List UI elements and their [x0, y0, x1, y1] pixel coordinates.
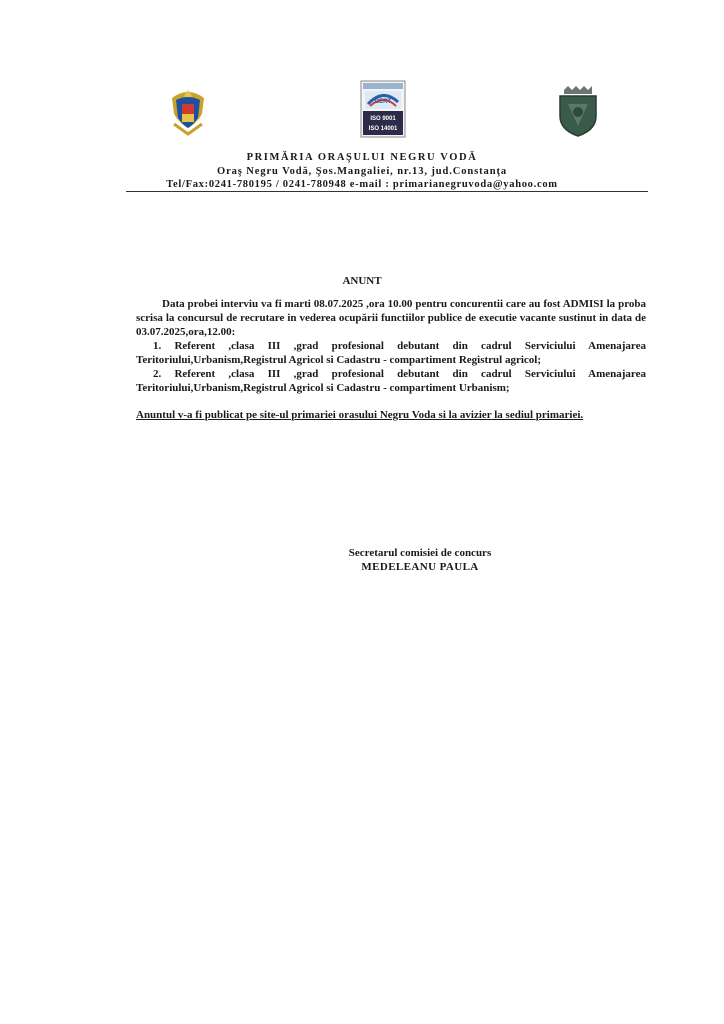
announcement-paragraph: Data probei interviu va fi marti 08.07.2025 ,ora 10.00 pentru concurentii care au fost ADMISI la proba scrisa la concursul de recrutare in vederea ocupării functiilor publice de executie vacante sustinut in data de 03.07.2025,ora,12.00:	[136, 298, 646, 338]
institution-address: Oraş Negru Vodă, Şos.Mangaliei, nr.13, jud.Constanţa	[217, 166, 507, 177]
institution-contact: Tel/Fax:0241-780195 / 0241-780948 e-mail : primarianegruvoda@yahoo.com	[166, 179, 558, 190]
institution-name: PRIMĂRIA ORAŞULUI NEGRU VODĂ	[246, 152, 478, 163]
romania-coat-of-arms-logo	[170, 84, 206, 136]
signatory-role: Secretarul comisiei de concurs	[348, 547, 492, 559]
cert-iso14001: ISO 14001	[368, 126, 398, 132]
position-item-1: 1. Referent ,clasa III ,grad profesional debutant din cadrul Serviciului Amenajarea Teritoriului,Urbanism,Registrul Agricol si Cadastru - compartiment Registrul agricol;	[136, 340, 646, 366]
publication-notice: Anuntul v-a fi publicat pe site-ul primariei orasului Negru Voda si la avizier la sediul primariei.	[136, 409, 584, 421]
iso-certification-logo	[360, 80, 406, 138]
cert-label: CERT	[374, 99, 392, 105]
signatory-name: MEDELEANU PAULA	[361, 561, 479, 573]
town-coat-of-arms-logo	[556, 86, 600, 138]
position-item-2: 2. Referent ,clasa III ,grad profesional debutant din cadrul Serviciului Amenajarea Teritoriului,Urbanism,Registrul Agricol si Cadastru - compartiment Urbanism;	[136, 368, 646, 394]
header-divider	[126, 191, 648, 192]
document-title: ANUNT	[342, 275, 382, 287]
cert-iso9001: ISO 9001	[370, 116, 396, 122]
